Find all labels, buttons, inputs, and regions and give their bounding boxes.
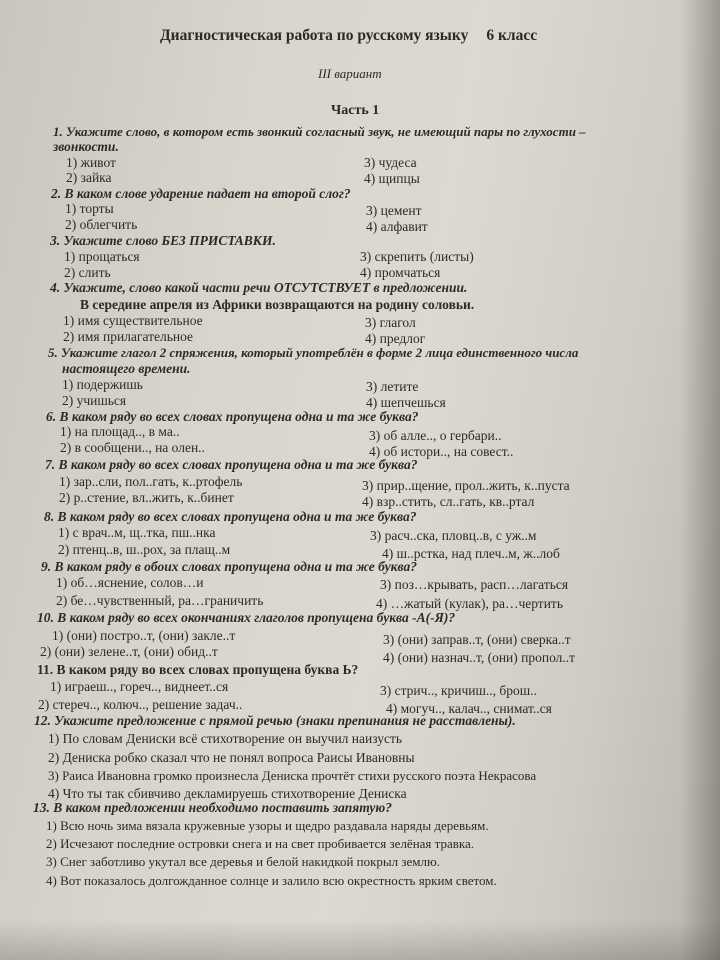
q8-option-3: 3) расч..ска, пловц..в, с уж..м	[370, 528, 537, 543]
right-shadow	[680, 0, 720, 960]
q13-option-3: 3) Снег заботливо укутал все деревья и белой накидкой покрыл землю.	[46, 854, 440, 869]
q7-option-1: 1) зар..сли, пол..гать, к..ртофель	[59, 474, 243, 489]
q7-option-3: 3) прир..щение, прол..жить, к..пуста	[362, 478, 570, 493]
q8-option-2: 2) птенц..в, ш..рох, за плащ..м	[58, 542, 231, 557]
q5-option-4: 4) шепчешься	[366, 395, 446, 410]
q9-option-3: 3) поз…крывать, расп…лагаться	[380, 577, 569, 592]
variant-label: III вариант	[318, 66, 382, 81]
q2-option-4: 4) алфавит	[366, 219, 428, 234]
q4-option-2: 2) имя прилагательное	[63, 329, 193, 344]
question-11: 11. В каком ряду во всех словах пропущена буква Ь?	[37, 662, 359, 677]
q3-option-2: 2) слить	[64, 265, 111, 280]
q7-option-2: 2) р..стение, вл..жить, к..бинет	[59, 490, 234, 505]
q11-option-3: 3) стрич.., кричиш.., брош..	[380, 683, 537, 698]
q5-option-2: 2) учишься	[62, 393, 127, 408]
question-1: 1. Укажите слово, в котором есть звонкий согласный звук, не имеющий пары по глухости –	[53, 124, 586, 139]
question-5: 5. Укажите глагол 2 спряжения, который употреблён в форме 2 лица единственного числа	[48, 345, 579, 360]
q13-option-4: 4) Вот показалось долгожданное солнце и залило всю окрестность ярким светом.	[46, 873, 497, 888]
q1-option-2: 2) зайка	[66, 170, 112, 185]
q5-option-1: 1) подержишь	[62, 377, 143, 392]
q12-option-4: 4) Что ты так сбивчиво декламируешь стихотворение Дениска	[48, 786, 407, 801]
q11-option-1: 1) играеш.., гореч.., виднеет..ся	[50, 679, 229, 694]
grade-label: 6 класс	[486, 27, 538, 44]
question-1-cont: звонкости.	[53, 139, 119, 154]
question-3: 3. Укажите слово БЕЗ ПРИСТАВКИ.	[50, 233, 276, 248]
q10-option-1: 1) (они) постро..т, (они) закле..т	[52, 628, 236, 643]
question-7: 7. В каком ряду во всех словах пропущена одна и та же буква?	[45, 457, 418, 472]
q9-option-1: 1) об…яснение, солов…и	[56, 575, 204, 590]
q4-option-1: 1) имя существительное	[63, 313, 203, 328]
q9-option-4: 4) …жатый (кулак), ра…чертить	[376, 596, 563, 611]
q1-option-1: 1) живот	[66, 155, 116, 170]
q7-option-4: 4) взр..стить, сл..гать, кв..ртал	[362, 494, 535, 509]
q3-option-4: 4) промчаться	[360, 265, 441, 280]
q3-option-3: 3) скрепить (листы)	[360, 249, 474, 264]
question-6: 6. В каком ряду во всех словах пропущена одна и та же буква?	[46, 409, 419, 424]
q8-option-1: 1) с врач..м, щ..тка, пш..нка	[58, 525, 216, 540]
q2-option-1: 1) торты	[65, 201, 114, 216]
q2-option-2: 2) облегчить	[65, 217, 138, 232]
q8-option-4: 4) ш..рстка, над плеч..м, ж..лоб	[382, 546, 560, 561]
q2-option-3: 3) цемент	[366, 203, 422, 218]
q11-option-2: 2) стереч.., колюч.., решение задач..	[38, 697, 243, 712]
q10-option-2: 2) (они) зелене..т, (они) обид..т	[40, 644, 218, 659]
q11-option-4: 4) могуч.., калач.., снимат..ся	[386, 701, 552, 716]
q12-option-2: 2) Дениска робко сказал что не понял вопроса Раисы Ивановны	[48, 750, 415, 765]
bottom-shadow	[0, 920, 720, 960]
page-title	[160, 27, 537, 45]
q10-option-4: 4) (они) назнач..т, (они) пропол..т	[383, 650, 576, 665]
q12-option-3: 3) Раиса Ивановна громко произнесла Дениска прочтёт стихи русского поэта Некрасова	[48, 768, 537, 783]
question-9: 9. В каком ряду в обоих словах пропущена одна и та же буква?	[41, 559, 417, 574]
q6-option-4: 4) об истори.., на совест..	[369, 444, 514, 459]
q6-option-1: 1) на площад.., в ма..	[60, 424, 180, 439]
q13-option-2: 2) Исчезают последние островки снега и на свет пробивается зелёная травка.	[46, 836, 475, 851]
question-12: 12. Укажите предложение с прямой речью (знаки препинания не расставлены).	[34, 713, 516, 728]
q13-option-1: 1) Всю ночь зима вязала кружевные узоры и щедро раздавала наряды деревьям.	[46, 818, 489, 833]
q6-option-3: 3) об алле.., о гербари..	[369, 428, 502, 443]
question-8: 8. В каком ряду во всех словах пропущена одна и та же буква?	[44, 509, 417, 524]
part-heading: Часть 1	[331, 103, 380, 118]
question-2: 2. В каком слове ударение падает на второй слог?	[51, 186, 351, 201]
q10-option-3: 3) (они) заправ..т, (они) сверка..т	[383, 632, 571, 647]
q4-option-3: 3) глагол	[365, 315, 416, 330]
q4-option-4: 4) предлог	[365, 331, 426, 346]
question-4: 4. Укажите, слово какой части речи ОТСУТСТВУЕТ в предложении.	[50, 280, 468, 295]
question-10: 10. В каком ряду во всех окончаниях глаголов пропущена буква -А(-Я)?	[37, 610, 456, 625]
q6-option-2: 2) в сообщени.., на олен..	[60, 440, 205, 455]
q3-option-1: 1) прощаться	[64, 249, 140, 264]
question-13: 13. В каком предложении необходимо поставить запятую?	[33, 800, 392, 815]
q1-option-3: 3) чудеса	[364, 155, 417, 170]
q12-option-1: 1) По словам Дениски всё стихотворение он выучил наизусть	[48, 731, 403, 746]
q1-option-4: 4) щипцы	[364, 171, 420, 186]
title-text: Диагностическая работа по русскому языку	[160, 27, 469, 44]
question-5-cont: настоящего времени.	[62, 361, 191, 376]
q4-sentence: В середине апреля из Африки возвращаются на родину соловьи.	[80, 297, 475, 312]
q9-option-2: 2) бе…чувственный, ра…граничить	[56, 593, 264, 608]
q5-option-3: 3) летите	[366, 379, 419, 394]
